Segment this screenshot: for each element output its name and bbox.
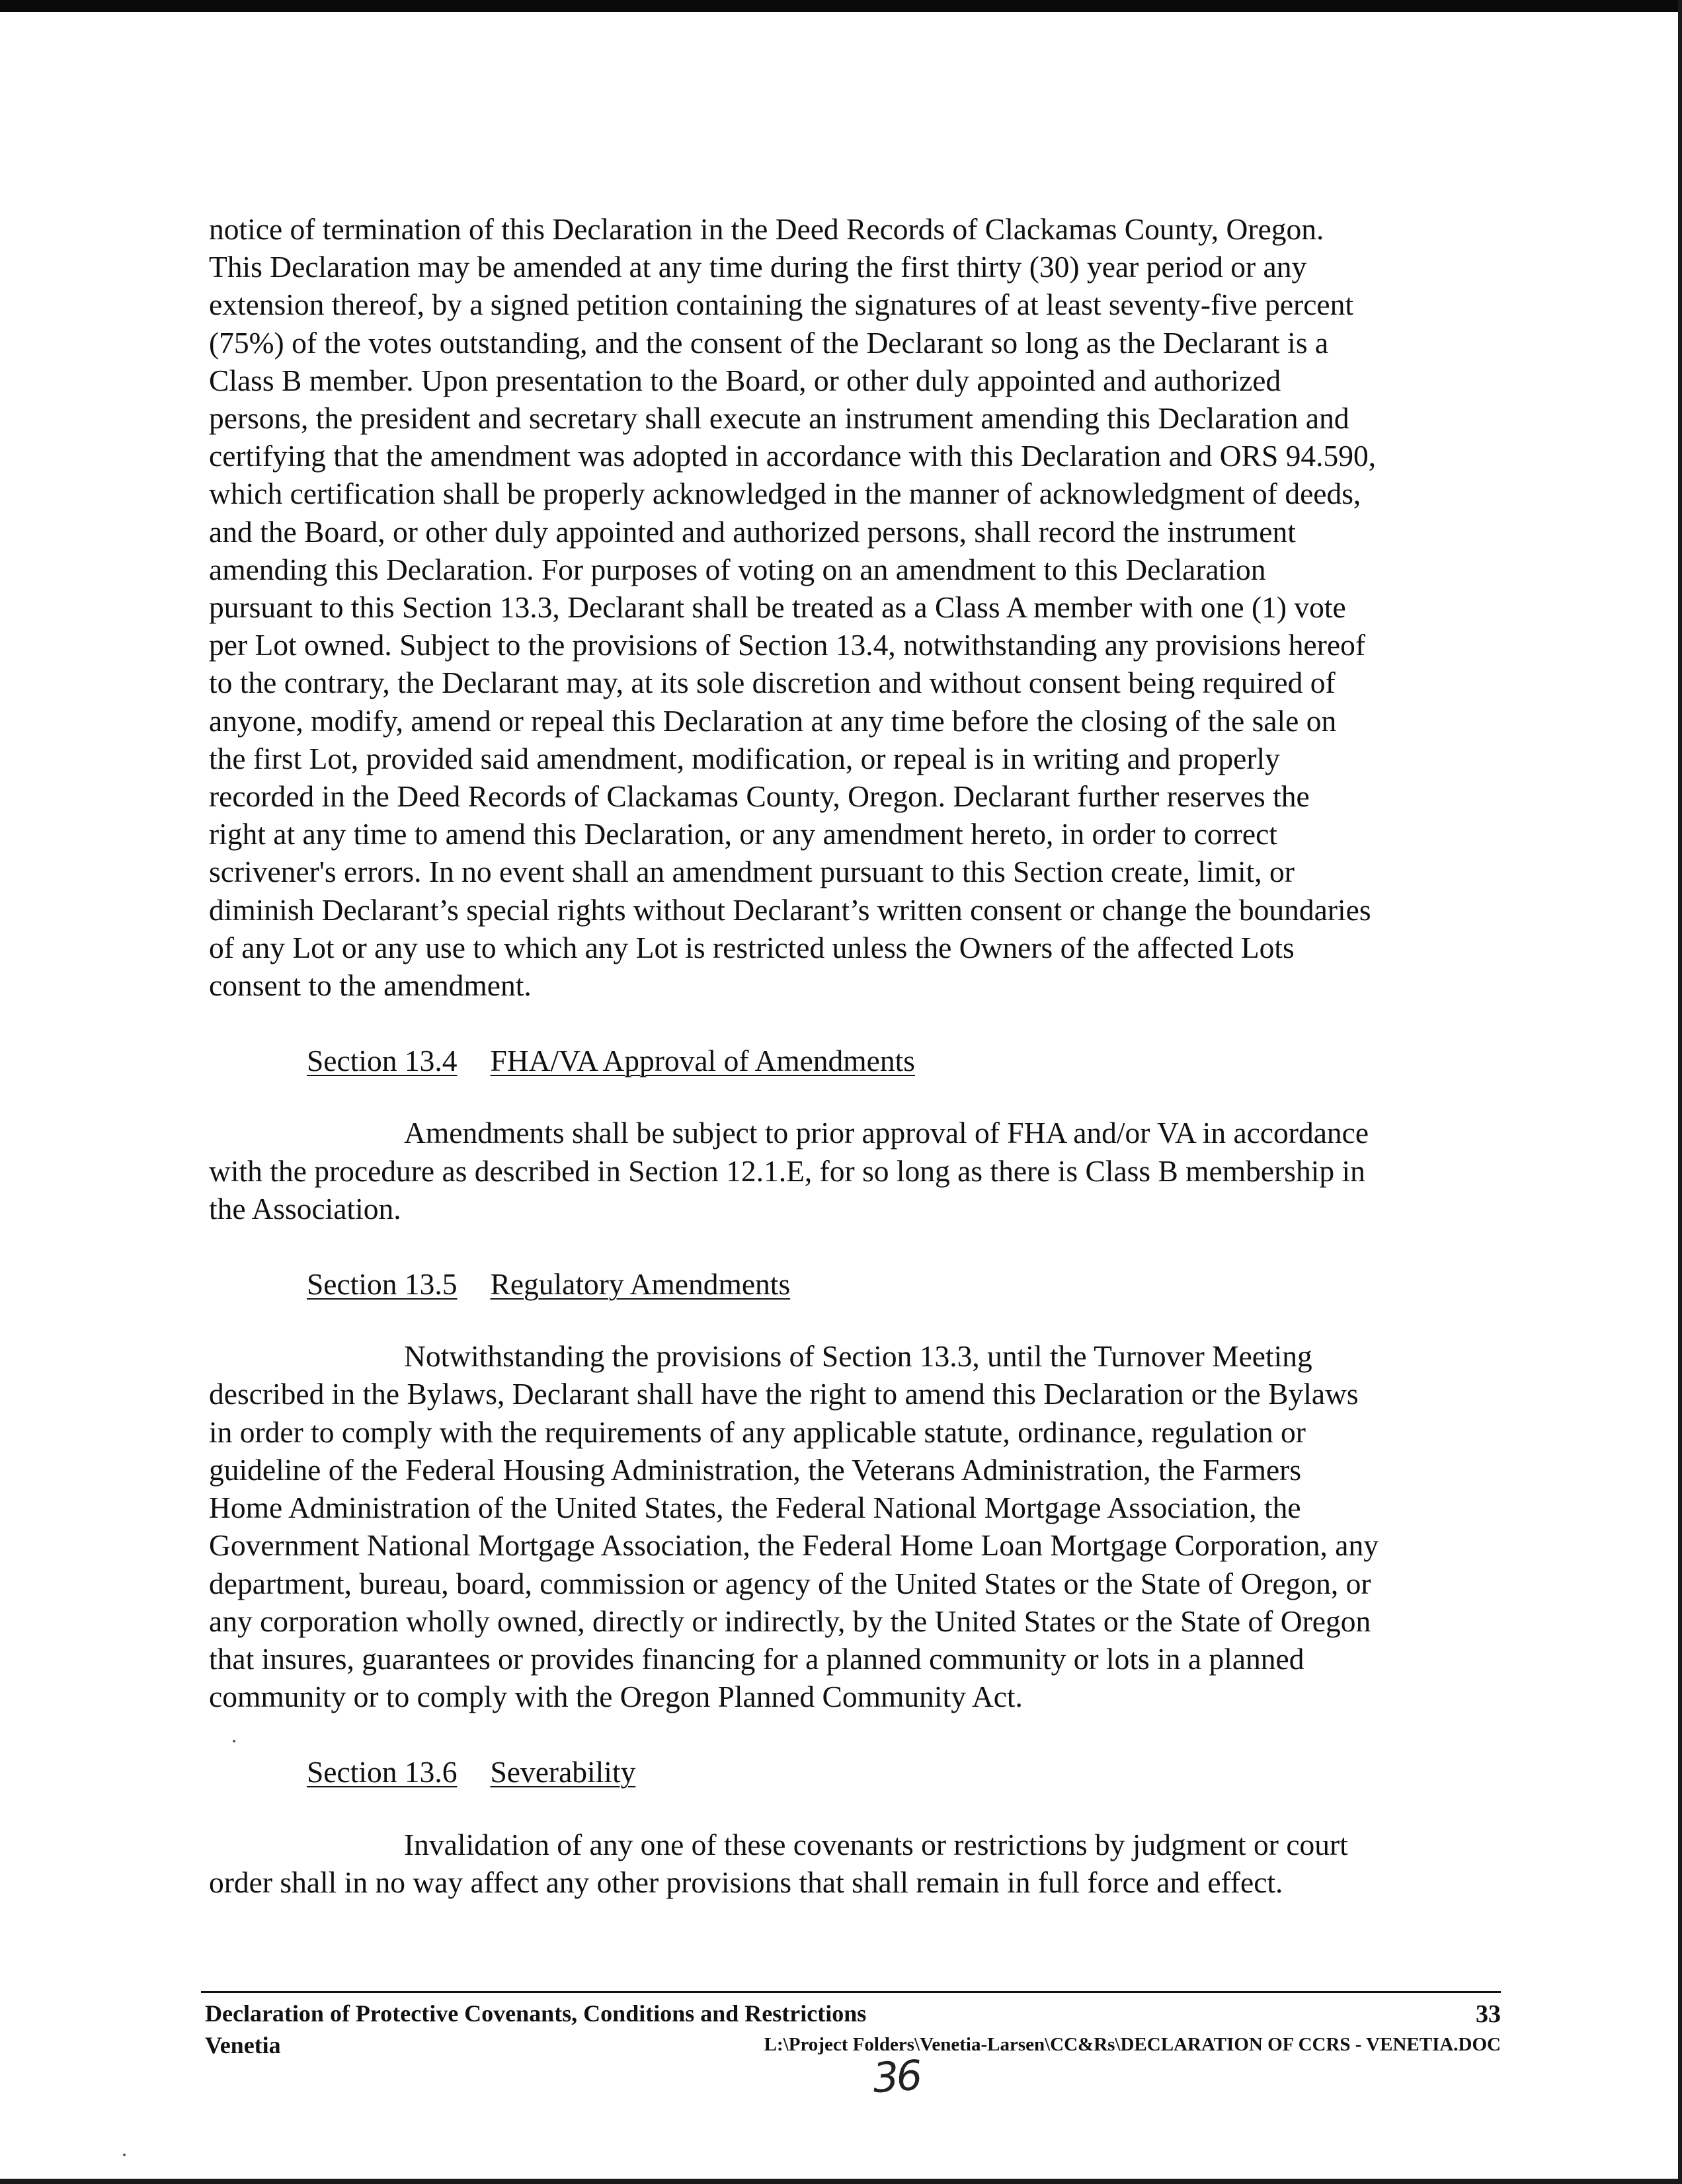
footer-project-name: Venetia [205,2032,281,2058]
footer-row-project [205,2031,1501,2063]
text-line: of any Lot or any use to which any Lot is restricted unless the Owners of the affected Lots [209,930,1295,964]
footer-divider [201,1991,1501,1993]
text-line: amending this Declaration. For purposes of voting on an amendment to this Declaration [209,552,1266,586]
footer-page-number: 33 [1476,2000,1501,2028]
text-line: Notwithstanding the provisions of Section 13.3, until the Turnover Meeting [404,1339,1312,1374]
page-footer [205,2000,1501,2063]
text-line: Invalidation of any one of these covenants or restrictions by judgment or court [404,1827,1348,1861]
footer-document-title: Declaration of Protective Covenants, Conditions and Restrictions [205,2000,867,2027]
text-line: community or to comply with the Oregon Planned Community Act. [209,1680,1023,1714]
text-line: the Association. [209,1191,401,1226]
text-line: guideline of the Federal Housing Administration, the Veterans Administration, the Farmers [209,1452,1302,1487]
scan-border-right [1678,0,1682,2184]
text-line: department, bureau, board, commission or agency of the United States or the State of Oregon, or [209,1566,1371,1600]
section-paragraph-13-4 [209,1114,1488,1228]
scan-border-bottom [0,2179,1682,2184]
text-line: in order to comply with the requirements of any applicable statute, ordinance, regulation or [209,1415,1306,1449]
section-paragraph-13-6 [209,1826,1488,1901]
section-number: Section 13.6 [307,1755,458,1789]
section-heading-13-4 [307,1042,1488,1079]
text-line: scrivener's errors. In no event shall an amendment pursuant to this Section create, limit, or [209,855,1295,889]
handwritten-page-number: 36 [871,2050,922,2103]
text-line: Home Administration of the United States, the Federal National Mortgage Association, the [209,1491,1301,1525]
text-line: anyone, modify, amend or repeal this Declaration at any time before the closing of the sale on [209,703,1337,738]
text-line: notice of termination of this Declaration in the Deed Records of Clackamas County, Oregon. [209,212,1324,246]
text-line: and the Board, or other duly appointed and authorized persons, shall record the instrument [209,514,1296,549]
text-line: with the procedure as described in Section 12.1.E, for so long as there is Class B membership in [209,1153,1365,1188]
section-number: Section 13.5 [307,1267,458,1302]
text-line: extension thereof, by a signed petition containing the signatures of at least seventy-five percent [209,288,1353,322]
footer-row-title [205,2000,1501,2031]
scan-speck [233,1740,235,1742]
text-line: right at any time to amend this Declaration, or any amendment hereto, in order to correct [209,817,1277,851]
section-heading-13-6 [307,1753,1488,1791]
text-line: that insures, guarantees or provides financing for a planned community or lots in a planned [209,1641,1304,1676]
scan-speck [123,2154,126,2156]
text-line: any corporation wholly owned, directly or indirectly, by the United States or the State of Oregon [209,1604,1371,1638]
section-title: Severability [490,1755,636,1789]
text-line: order shall in no way affect any other provisions that shall remain in full force and effect. [209,1865,1283,1899]
text-line: Class B member. Upon presentation to the Board, or other duly appointed and authorized [209,363,1281,397]
text-line: recorded in the Deed Records of Clackamas County, Oregon. Declarant further reserves the [209,779,1310,814]
text-line: to the contrary, the Declarant may, at its sole discretion and without consent being required of [209,666,1336,700]
section-paragraph-13-5 [209,1337,1488,1715]
text-line: diminish Declarant’s special rights without Declarant’s written consent or change the boundaries [209,892,1371,927]
text-line: described in the Bylaws, Declarant shall have the right to amend this Declaration or the Bylaws [209,1377,1359,1411]
section-number: Section 13.4 [307,1044,458,1078]
section-title: Regulatory Amendments [490,1267,791,1302]
text-line: This Declaration may be amended at any time during the first thirty (30) year period or any [209,250,1307,284]
text-line: the first Lot, provided said amendment, modification, or repeal is in writing and properly [209,741,1280,775]
text-line: pursuant to this Section 13.3, Declarant shall be treated as a Class A member with one (1) vote [209,590,1346,625]
opening-paragraph [209,210,1488,1004]
text-line: Amendments shall be subject to prior approval of FHA and/or VA in accordance [404,1116,1369,1150]
footer-file-path: L:\Project Folders\Venetia-Larsen\CC&Rs\DECLARATION OF CCRS - VENETIA.DOC [764,2034,1501,2055]
text-line: consent to the amendment. [209,968,532,1003]
text-line: persons, the president and secretary shall execute an instrument amending this Declaration and [209,401,1349,436]
section-title: FHA/VA Approval of Amendments [490,1044,915,1078]
text-line: Government National Mortgage Association, the Federal Home Loan Mortgage Corporation, any [209,1528,1379,1563]
text-line: (75%) of the votes outstanding, and the consent of the Declarant so long as the Declarant is a [209,325,1329,360]
document-page-body [209,210,1488,1901]
text-line: per Lot owned. Subject to the provisions of Section 13.4, notwithstanding any provisions hereof [209,628,1365,662]
text-line: certifying that the amendment was adopted in accordance with this Declaration and ORS 94.590, [209,439,1377,473]
text-line: which certification shall be properly acknowledged in the manner of acknowledgment of deeds, [209,477,1361,511]
section-heading-13-5 [307,1265,1488,1303]
scan-border-top [0,0,1682,12]
